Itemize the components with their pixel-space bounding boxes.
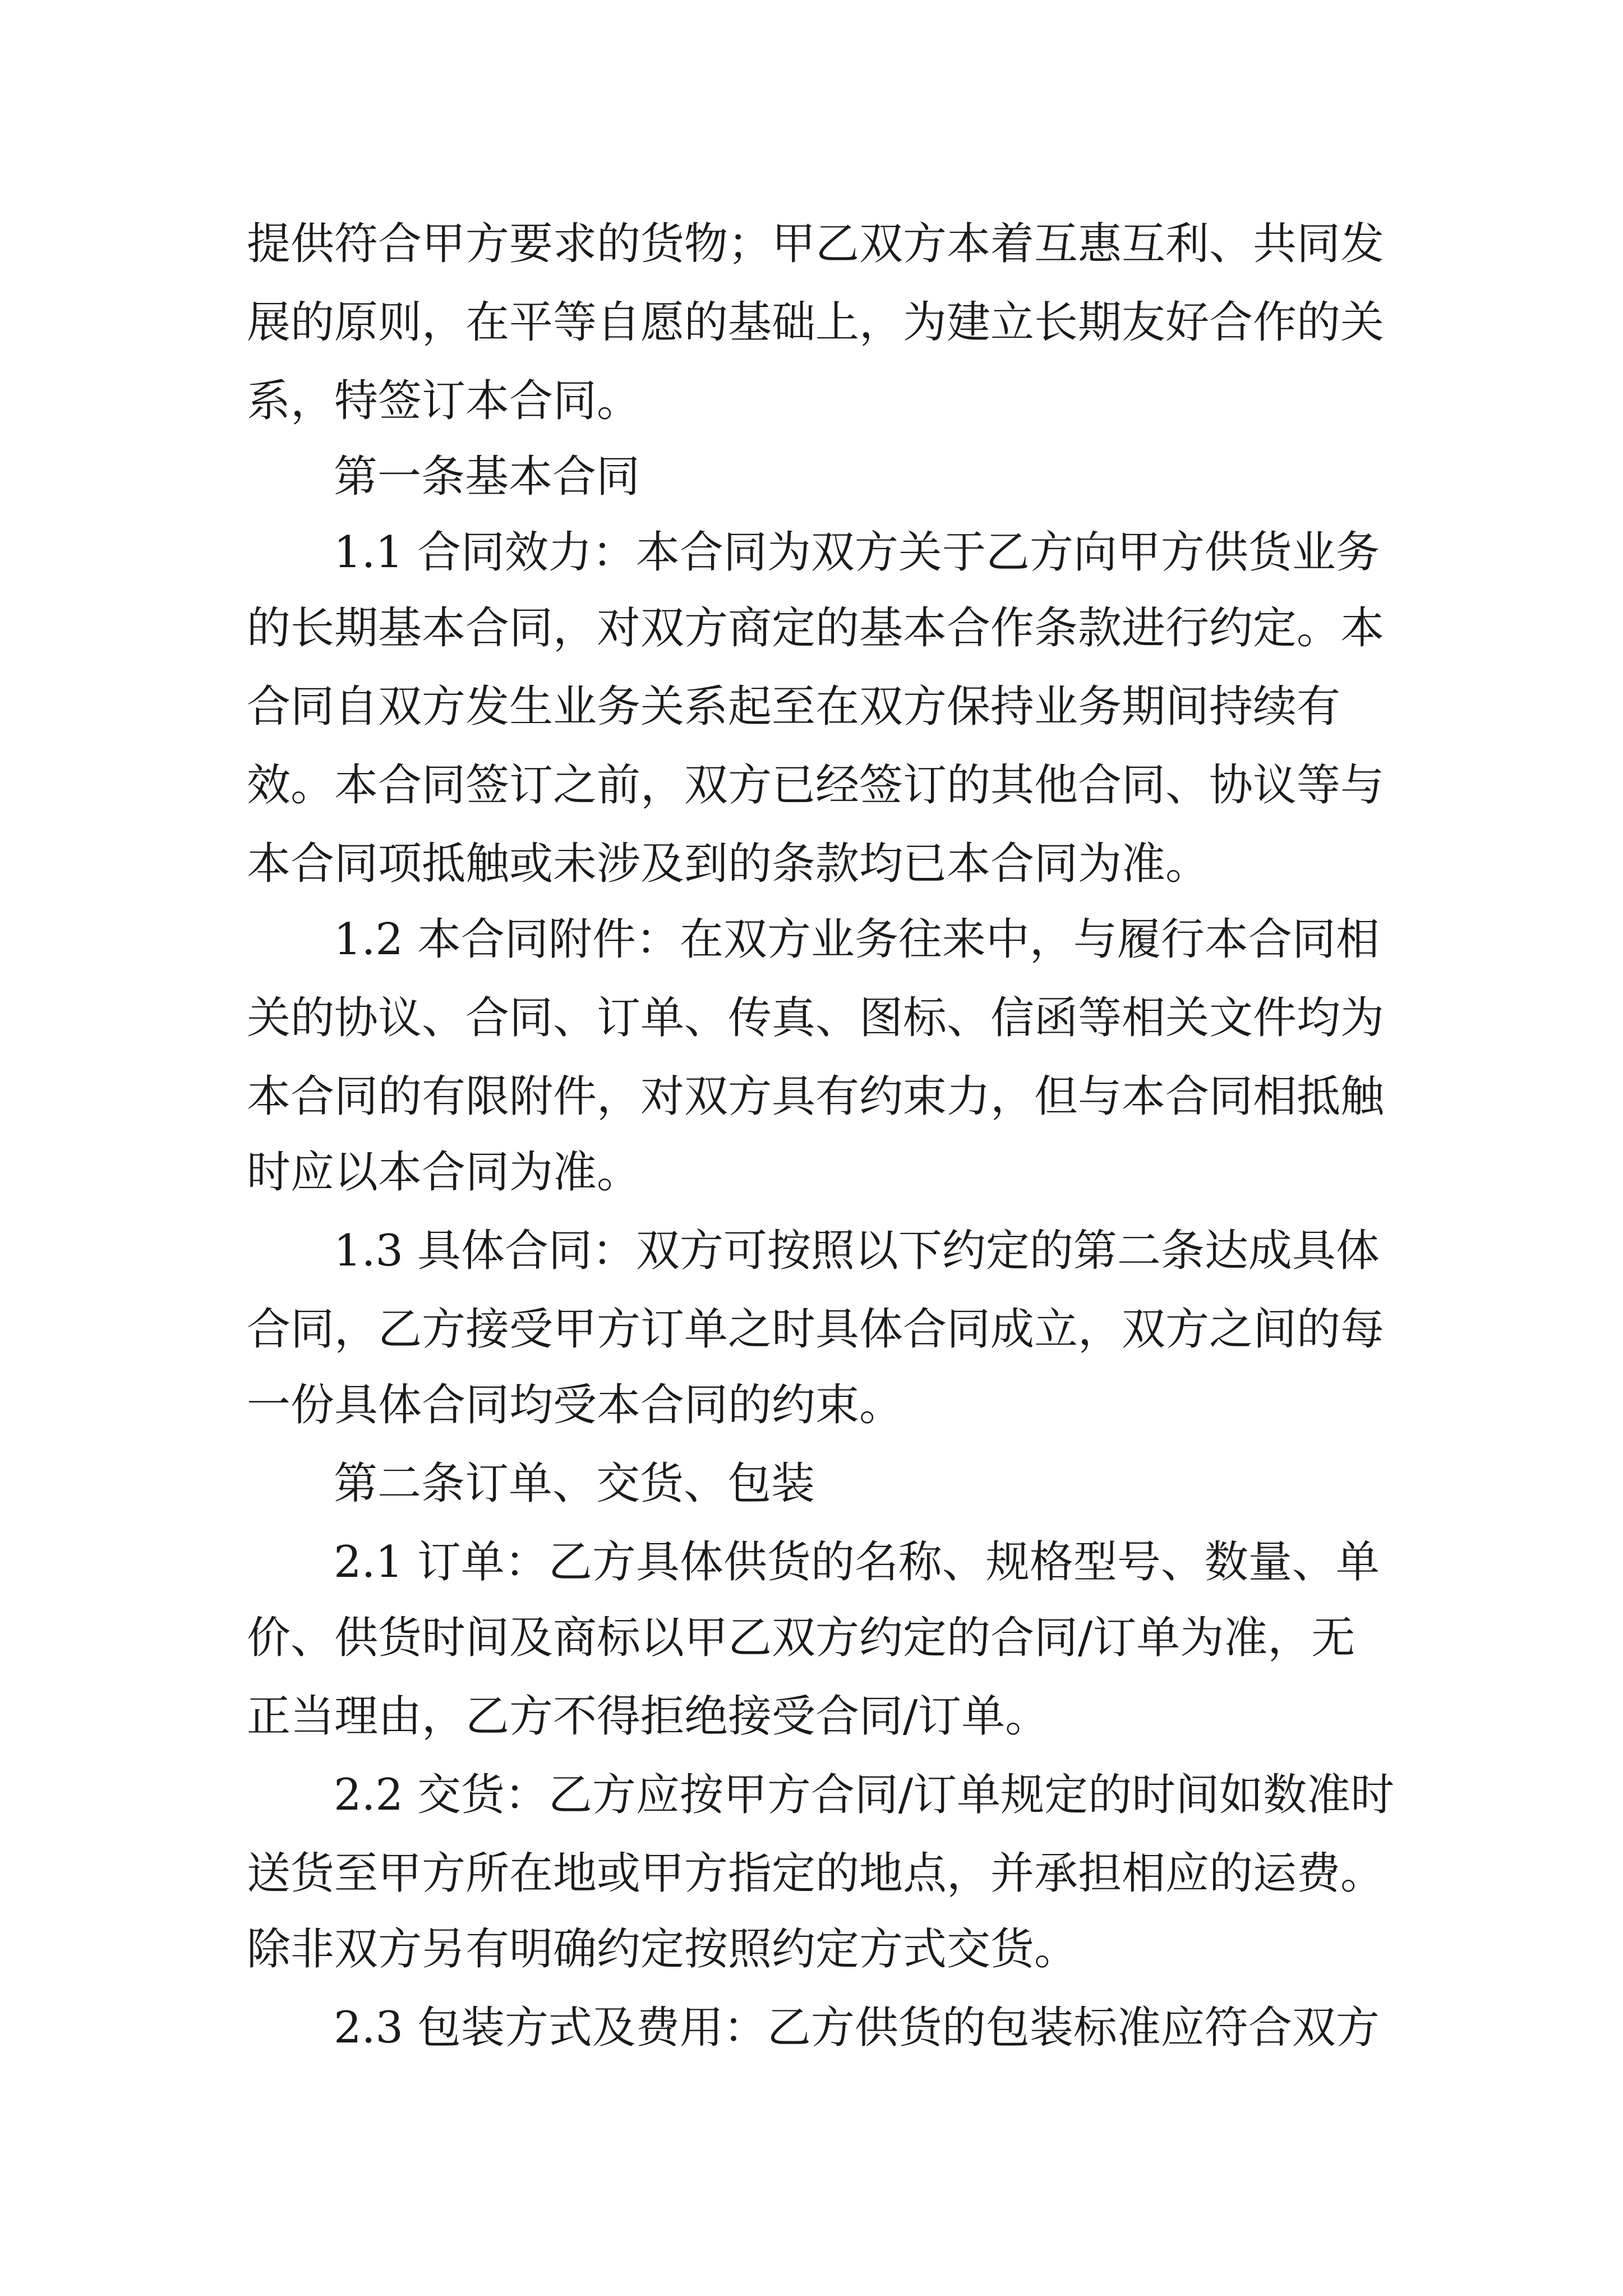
text-line: 合同自双方发生业务关系起至在双方保持业务期间持续有 — [247, 682, 1341, 732]
text-line: 一份具体合同均受本合同的约束。 — [247, 1380, 903, 1430]
clause-line: 1.3 具体合同：双方可按照以下约定的第二条达成具体 — [334, 1226, 1380, 1276]
text-line: 效。本合同签订之前，双方已经签订的其他合同、协议等与 — [247, 760, 1385, 811]
text-line: 合同，乙方接受甲方订单之时具体合同成立，双方之间的每 — [247, 1304, 1385, 1355]
clause-line: 1.2 本合同附件：在双方业务往来中，与履行本合同相 — [334, 914, 1380, 965]
section-heading: 第一条基本合同 — [334, 452, 640, 502]
text-line: 时应以本合同为准。 — [247, 1147, 641, 1198]
text-line: 送货至甲方所在地或甲方指定的地点，并承担相应的运费。 — [247, 1848, 1385, 1899]
text-line: 本合同的有限附件，对双方具有约束力，但与本合同相抵触 — [247, 1071, 1385, 1122]
text-line: 价、供货时间及商标以甲乙双方约定的合同/订单为准，无 — [247, 1613, 1355, 1663]
text-line: 正当理由，乙方不得拒绝接受合同/订单。 — [247, 1691, 1049, 1742]
text-line: 的长期基本合同，对双方商定的基本合作条款进行约定。本 — [247, 603, 1385, 654]
text-line: 本合同项抵触或未涉及到的条款均已本合同为准。 — [247, 839, 1210, 889]
text-line: 关的协议、合同、订单、传真、图标、信函等相关文件均为 — [247, 993, 1385, 1043]
clause-line: 2.1 订单：乙方具体供货的名称、规格型号、数量、单 — [334, 1537, 1380, 1588]
clause-line: 2.2 交货：乙方应按甲方合同/订单规定的时间如数准时 — [334, 1770, 1395, 1820]
text-line: 提供符合甲方要求的货物；甲乙双方本着互惠互利、共同发 — [247, 219, 1385, 269]
text-line: 系，特签订本合同。 — [247, 376, 641, 426]
clause-line: 2.3 包装方式及费用：乙方供货的包装标准应符合双方 — [334, 2003, 1380, 2053]
text-line: 展的原则，在平等自愿的基础上，为建立长期友好合作的关 — [247, 297, 1385, 348]
section-heading: 第二条订单、交货、包装 — [334, 1458, 815, 1509]
clause-line: 1.1 合同效力：本合同为双方关于乙方向甲方供货业务 — [334, 527, 1380, 578]
text-line: 除非双方另有明确约定按照约定方式交货。 — [247, 1924, 1078, 1975]
